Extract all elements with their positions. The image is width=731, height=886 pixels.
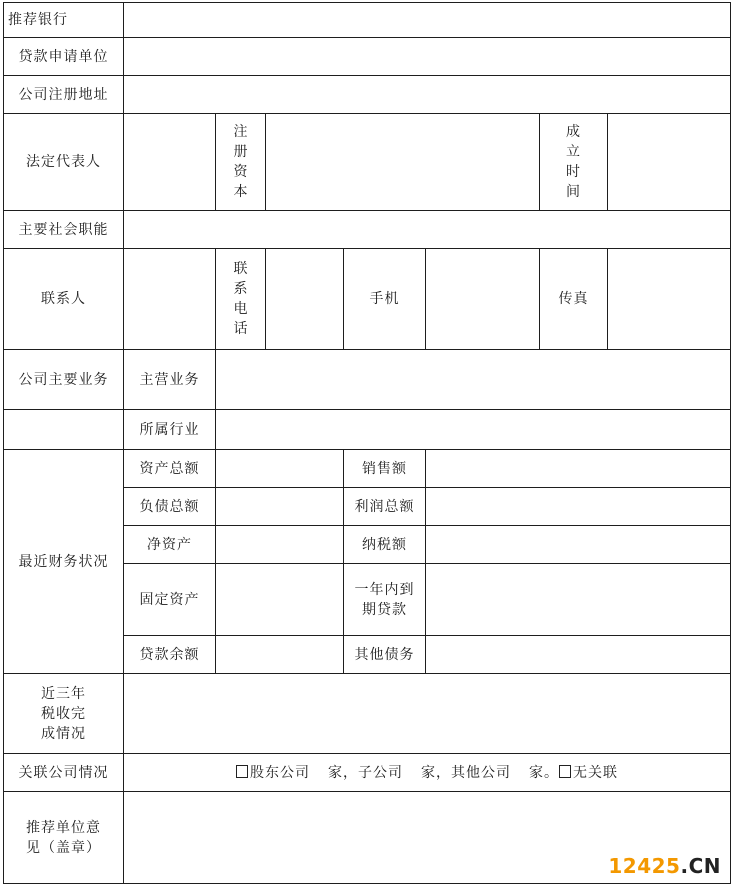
applicant-unit-label: 贷款申请单位 [4, 38, 124, 76]
other-debts-label: 其他债务 [344, 636, 426, 674]
row-contact [4, 249, 731, 350]
mobile-field[interactable] [426, 249, 540, 350]
sales-label: 销售额 [344, 450, 426, 488]
unit2-label: 家，其他公司 [421, 764, 512, 781]
loan-balance-field[interactable] [216, 636, 344, 674]
established-time-label [540, 114, 608, 211]
industry-label: 所属行业 [124, 410, 216, 450]
legal-rep-field[interactable] [124, 114, 216, 211]
related-companies-label: 关联公司情况 [4, 754, 124, 792]
established-time-field[interactable] [608, 114, 731, 211]
row-main-business [4, 350, 731, 410]
finance-title-label: 最近财务状况 [4, 450, 124, 674]
shareholder-label: 股东公司 [250, 764, 311, 781]
other-debts-field[interactable] [426, 636, 731, 674]
row-related-companies [4, 754, 731, 792]
site-watermark [608, 854, 721, 878]
net-assets-field[interactable] [216, 526, 344, 564]
loan-balance-label: 贷款余额 [124, 636, 216, 674]
industry-field[interactable] [216, 410, 731, 450]
row-tax-3yrs [4, 674, 731, 754]
related-companies-field [124, 754, 731, 792]
registered-address-field[interactable] [124, 76, 731, 114]
loans-due-label [344, 564, 426, 636]
row-industry [4, 410, 731, 450]
contact-person-label: 联系人 [4, 249, 124, 350]
total-assets-label: 资产总额 [124, 450, 216, 488]
registered-capital-text: 注册资本 [233, 124, 249, 200]
tax-3yrs-text: 近三年税收完成情况 [40, 685, 86, 742]
social-role-field[interactable] [124, 211, 731, 249]
tax-paid-label: 纳税额 [344, 526, 426, 564]
sales-field[interactable] [426, 450, 731, 488]
mobile-label: 手机 [344, 249, 426, 350]
row-registered-address [4, 76, 731, 114]
recommender-opinion-label [4, 792, 124, 884]
tax-paid-field[interactable] [426, 526, 731, 564]
loans-due-field[interactable] [426, 564, 731, 636]
primary-business-field[interactable] [216, 350, 731, 410]
industry-blank-cell [4, 410, 124, 450]
contact-phone-text: 联系电话 [233, 261, 249, 337]
row-legal-rep [4, 114, 731, 211]
tax-3yrs-field[interactable] [124, 674, 731, 754]
watermark-prefix: 12425 [608, 854, 681, 878]
recommender-opinion-text: 推荐单位意见（盖章） [26, 819, 101, 856]
total-liabilities-field[interactable] [216, 488, 344, 526]
applicant-unit-field[interactable] [124, 38, 731, 76]
row-applicant-unit [4, 38, 731, 76]
no-relation-label: 无关联 [573, 764, 619, 781]
primary-business-label: 主营业务 [124, 350, 216, 410]
total-profit-field[interactable] [426, 488, 731, 526]
established-time-text: 成立时间 [566, 124, 581, 200]
recommending-bank-field[interactable] [124, 3, 731, 38]
row-recommending-bank [4, 3, 731, 38]
legal-rep-label: 法定代表人 [4, 114, 124, 211]
fax-label: 传真 [540, 249, 608, 350]
unit1-label: 家，子公司 [328, 764, 404, 781]
recommending-bank-label: 推荐银行 [4, 3, 124, 38]
contact-phone-label [216, 249, 266, 350]
row-finance-1 [4, 450, 731, 488]
net-assets-label: 净资产 [124, 526, 216, 564]
fixed-assets-label: 固定资产 [124, 564, 216, 636]
contact-person-field[interactable] [124, 249, 216, 350]
total-assets-field[interactable] [216, 450, 344, 488]
form-table [3, 2, 731, 884]
shareholder-checkbox[interactable] [236, 765, 248, 778]
social-role-label: 主要社会职能 [4, 211, 124, 249]
tax-3yrs-label [4, 674, 124, 754]
registered-capital-label [216, 114, 266, 211]
main-business-label: 公司主要业务 [4, 350, 124, 410]
row-social-role [4, 211, 731, 249]
registered-capital-field[interactable] [266, 114, 540, 211]
watermark-suffix: .CN [680, 854, 721, 878]
contact-phone-field[interactable] [266, 249, 344, 350]
unit3-label: 家。 [529, 764, 560, 781]
total-profit-label: 利润总额 [344, 488, 426, 526]
fixed-assets-field[interactable] [216, 564, 344, 636]
loans-due-text: 一年内到期贷款 [354, 581, 415, 618]
loan-application-form [3, 2, 730, 884]
no-relation-checkbox[interactable] [559, 765, 571, 778]
fax-field[interactable] [608, 249, 731, 350]
total-liabilities-label: 负债总额 [124, 488, 216, 526]
registered-address-label: 公司注册地址 [4, 76, 124, 114]
